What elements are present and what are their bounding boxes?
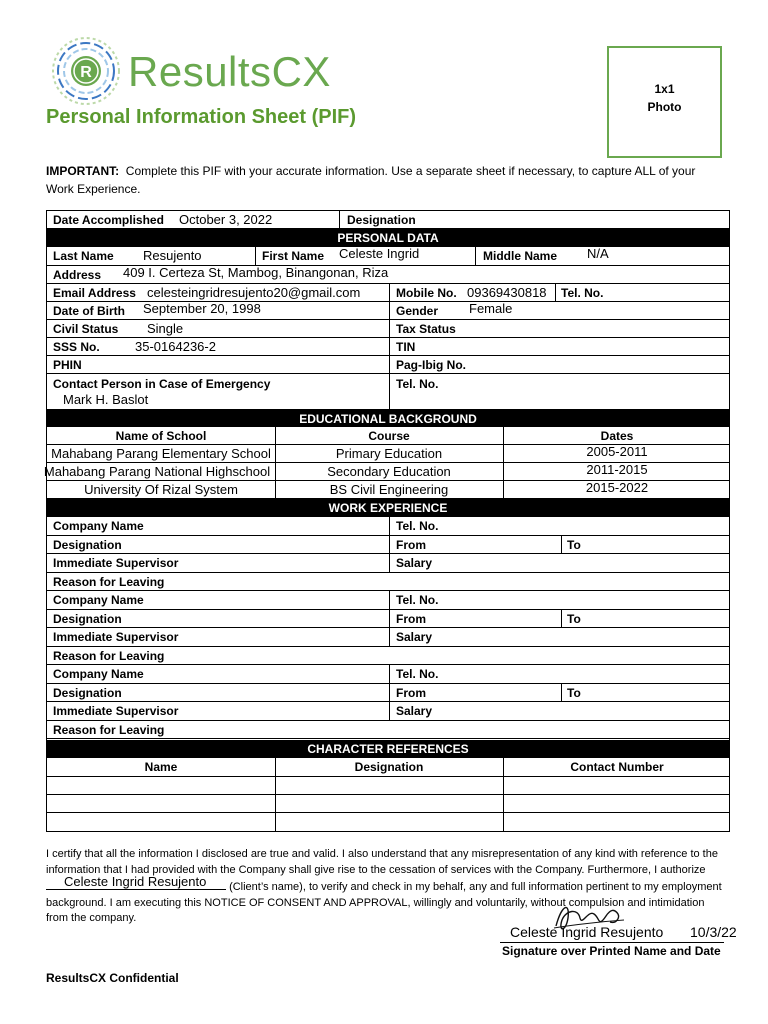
emergency-contact-value[interactable]: Mark H. Baslot — [63, 392, 149, 407]
work-company-row — [47, 591, 729, 610]
important-text: Complete this PIF with your accurate information. Use a separate sheet if necessary, to capture ALL of your Work Experience. — [46, 164, 696, 196]
pagibig-label: Pag-Ibig No. — [396, 358, 466, 372]
char-row[interactable] — [47, 813, 729, 831]
char-row[interactable] — [47, 795, 729, 813]
char-header-designation: Designation — [354, 760, 424, 774]
tin-label: TIN — [396, 340, 416, 354]
first-name-value[interactable]: Celeste Ingrid — [339, 246, 420, 261]
page-title: Personal Information Sheet (PIF) — [46, 106, 357, 128]
row-civil — [47, 320, 729, 338]
work-supervisor-row — [47, 554, 729, 573]
edu-dates[interactable]: 2015-2022 — [585, 480, 649, 495]
photo-label-size: 1x1 — [654, 82, 675, 96]
row-address — [47, 266, 729, 284]
phin-label: PHIN — [53, 358, 82, 372]
char-header-contact: Contact Number — [570, 760, 664, 774]
edu-school[interactable]: Mahabang Parang Elementary School — [51, 446, 271, 461]
last-name-value[interactable]: Resujento — [143, 248, 202, 263]
footer-confidential: ResultsCX Confidential — [46, 971, 179, 985]
work-title: WORK EXPERIENCE — [328, 501, 448, 515]
section-work — [47, 499, 729, 517]
work-to-label: To — [567, 611, 581, 626]
work-reason-label: Reason for Leaving — [53, 648, 165, 663]
client-name-field[interactable] — [46, 874, 226, 890]
edu-course[interactable]: Secondary Education — [327, 464, 451, 479]
edu-dates[interactable]: 2011-2015 — [586, 462, 648, 477]
middle-name-label: Middle Name — [483, 249, 558, 263]
work-supervisor-row — [47, 628, 729, 647]
dob-label: Date of Birth — [53, 304, 125, 318]
sss-label: SSS No. — [53, 340, 100, 354]
work-supervisor-row — [47, 702, 729, 721]
edu-school[interactable]: University Of Rizal System — [84, 482, 238, 497]
row-sss — [47, 338, 729, 356]
address-value[interactable]: 409 I. Certeza St, Mambog, Binangonan, Riza — [123, 265, 389, 280]
date-accomplished-label: Date Accomplished — [53, 213, 164, 227]
character-title: CHARACTER REFERENCES — [307, 742, 469, 756]
work-to-label: To — [567, 537, 581, 552]
row-phin — [47, 356, 729, 374]
edu-course[interactable]: BS Civil Engineering — [329, 482, 449, 497]
civil-status-value[interactable]: Single — [147, 321, 184, 336]
gender-label: Gender — [396, 304, 439, 318]
resultscx-logo-icon — [50, 35, 122, 107]
work-designation-row — [47, 610, 729, 629]
civil-status-label: Civil Status — [53, 322, 119, 336]
sss-value[interactable]: 35-0164236-2 — [135, 339, 216, 354]
last-name-label: Last Name — [53, 249, 114, 263]
edu-header-school: Name of School — [115, 429, 207, 443]
work-company-label: Company Name — [53, 593, 144, 607]
brand-wordmark: ResultsCX — [128, 48, 331, 95]
work-reason-row — [47, 573, 729, 592]
section-character — [47, 740, 729, 758]
work-supervisor-label: Immediate Supervisor — [53, 630, 179, 644]
gender-value[interactable]: Female — [469, 301, 513, 316]
photo-box — [607, 46, 722, 158]
char-header-name: Name — [144, 760, 178, 774]
svg-text:R: R — [80, 64, 92, 81]
work-designation-row — [47, 684, 729, 703]
important-lead: IMPORTANT: — [46, 164, 120, 178]
edu-dates[interactable]: 2005-2011 — [586, 444, 648, 459]
email-label: Email Address — [53, 286, 136, 300]
emergency-tel-label: Tel. No. — [396, 377, 439, 391]
work-salary-label: Salary — [396, 704, 433, 718]
work-tel-label: Tel. No. — [396, 593, 439, 607]
certification-part-1: I certify that all the information I disclosed are true and valid. I also understand that any misrepresentation of any kind with reference to the information that I had provided with the Company shall give rise to the cessation of services with the Company. Furthermore, I authorize — [46, 848, 718, 876]
address-label: Address — [53, 268, 102, 282]
work-from-label: From — [396, 537, 426, 552]
dob-value[interactable]: September 20, 1998 — [143, 301, 261, 316]
certification-part-2: (Client’s name), to verify and check in my behalf, any and full information pertinent to my employment background. I am executing this NOTICE OF CONSENT AND APPROVAL, willingly and voluntarily, without compulsion and intimidation from the company. — [46, 881, 722, 924]
row-emergency — [47, 374, 729, 410]
work-supervisor-label: Immediate Supervisor — [53, 704, 179, 718]
signature-caption: Signature over Printed Name and Date — [502, 944, 721, 958]
middle-name-value[interactable]: N/A — [587, 246, 609, 261]
row-dob — [47, 302, 729, 320]
pif-form — [43, 210, 730, 832]
education-title: EDUCATIONAL BACKGROUND — [299, 412, 477, 426]
edu-course[interactable]: Primary Education — [335, 446, 443, 461]
personal-data-title: PERSONAL DATA — [337, 231, 439, 245]
work-company-label: Company Name — [53, 519, 144, 533]
work-designation-label: Designation — [53, 685, 122, 700]
tel-label: Tel. No. — [561, 286, 604, 300]
char-row[interactable] — [47, 777, 729, 795]
work-designation-label: Designation — [53, 537, 122, 552]
work-from-label: From — [396, 685, 426, 700]
section-education — [47, 410, 729, 427]
signature-date: 10/3/22 — [690, 924, 737, 940]
work-designation-label: Designation — [53, 611, 122, 626]
first-name-label: First Name — [262, 249, 325, 263]
work-reason-label: Reason for Leaving — [53, 722, 165, 737]
photo-label: Photo — [647, 100, 682, 114]
edu-school[interactable]: Mahabang Parang National Highschool — [43, 464, 271, 479]
tax-status-label: Tax Status — [396, 322, 456, 336]
work-reason-row — [47, 647, 729, 666]
work-tel-label: Tel. No. — [396, 519, 439, 533]
work-salary-label: Salary — [396, 556, 433, 570]
emergency-contact-label: Contact Person in Case of Emergency — [53, 377, 271, 391]
printed-name: Celeste Ingrid Resujento — [510, 924, 664, 940]
mobile-value[interactable]: 09369430818 — [467, 285, 547, 300]
work-tel-label: Tel. No. — [396, 667, 439, 681]
work-company-label: Company Name — [53, 667, 144, 681]
work-company-row — [47, 517, 729, 536]
work-salary-label: Salary — [396, 630, 433, 644]
work-reason-row — [47, 721, 729, 740]
email-value[interactable]: celesteingridresujento20@gmail.com — [147, 285, 361, 300]
row-date — [47, 211, 729, 229]
important-note — [46, 162, 726, 198]
work-supervisor-label: Immediate Supervisor — [53, 556, 179, 570]
signature-line — [500, 942, 724, 943]
mobile-label: Mobile No. — [396, 286, 457, 300]
date-accomplished-value[interactable]: October 3, 2022 — [179, 212, 273, 227]
edu-header-dates: Dates — [600, 429, 634, 443]
work-reason-label: Reason for Leaving — [53, 574, 165, 589]
client-name-value: Celeste Ingrid Resujento — [64, 874, 207, 889]
edu-header-course: Course — [368, 429, 410, 443]
char-header-row — [47, 758, 729, 777]
edu-row — [47, 481, 729, 499]
work-designation-row — [47, 536, 729, 555]
work-from-label: From — [396, 611, 426, 626]
designation-label: Designation — [347, 213, 416, 227]
work-company-row — [47, 665, 729, 684]
work-to-label: To — [567, 685, 581, 700]
